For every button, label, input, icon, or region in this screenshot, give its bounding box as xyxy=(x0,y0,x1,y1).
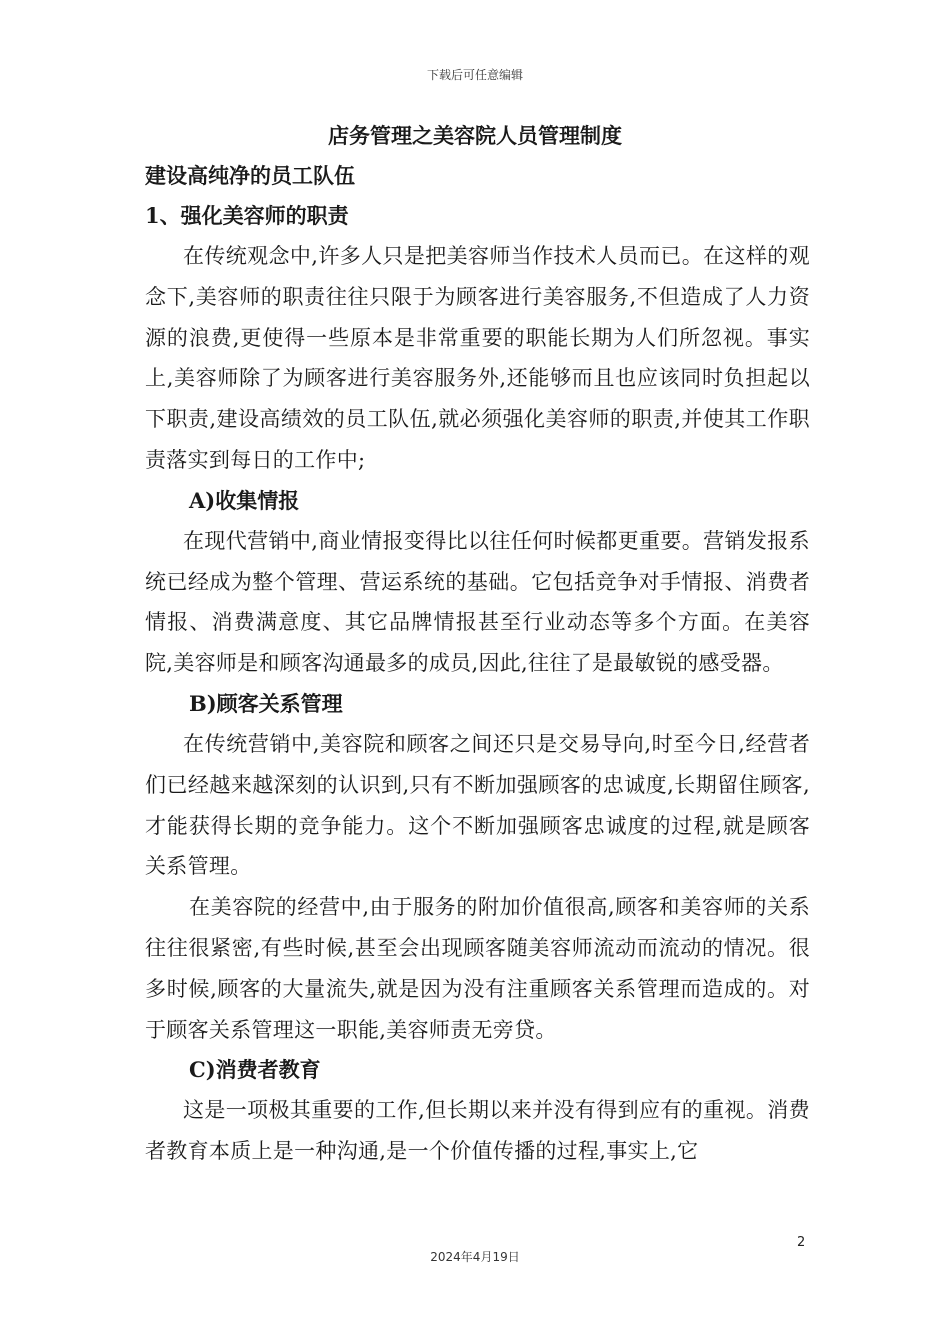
item-b-paragraph-2: 在美容院的经营中,由于服务的附加价值很高,顾客和美容师的关系往往很紧密,有些时候,甚至会出现顾客随美容师流动而流动的情况。很多时候,顾客的大量流失,就是因为没有注重顾客关系管理而造成的。对于顾客关系管理这一职能,美容师责无旁贷。 xyxy=(145,895,810,1042)
item-b-heading: B)顾客关系管理 xyxy=(189,690,343,716)
page-number: 2 xyxy=(797,1235,806,1250)
item-b-paragraph-1: 在传统营销中,美容院和顾客之间还只是交易导向,时至今日,经营者们已经越来越深刻的认识到,只有不断加强顾客的忠诚度,长期留住顾客,才能获得长期的竞争能力。这个不断加强顾客忠诚度的过程,就是顾客关系管理。 xyxy=(145,731,810,879)
item-c-paragraph: 这是一项极其重要的工作,但长期以来并没有得到应有的重视。消费者教育本质上是一种沟通,是一个价值传播的过程,事实上,它 xyxy=(145,1098,810,1164)
item-a-paragraph: 在现代营销中,商业情报变得比以往任何时候都更重要。营销发报系统已经成为整个管理、营运系统的基础。它包括竞争对手情报、消费者情报、消费满意度、其它品牌情报甚至行业动态等多个方面。在美容院,美容师是和顾客沟通最多的成员,因此,往往了是最敏锐的感受器。 xyxy=(145,528,810,676)
item-a-heading: A)收集情报 xyxy=(189,487,300,513)
intro-paragraph: 在传统观念中,许多人只是把美容师当作技术人员而已。在这样的观念下,美容师的职责往往只限于为顾客进行美容服务,不但造成了人力资源的浪费,更使得一些原本是非常重要的职能长期为人们所忽视。事实上,美容师除了为顾客进行美容服务外,还能够而且也应该同时负担起以下职责,建设高绩效的员工队伍,就必须强化美容师的职责,并使其工作职责落实到每日的工作中; xyxy=(145,244,810,472)
item-c-heading: C)消费者教育 xyxy=(189,1057,321,1083)
header-note: 下载后可任意编辑 xyxy=(426,68,523,82)
section-heading: 建设高纯净的员工队伍 xyxy=(145,163,355,188)
document-title: 店务管理之美容院人员管理制度 xyxy=(328,123,622,148)
document-body xyxy=(145,156,810,1172)
subsection-heading: 1、强化美容师的职责 xyxy=(145,203,349,228)
footer-date: 2024年4月19日 xyxy=(430,1250,520,1264)
